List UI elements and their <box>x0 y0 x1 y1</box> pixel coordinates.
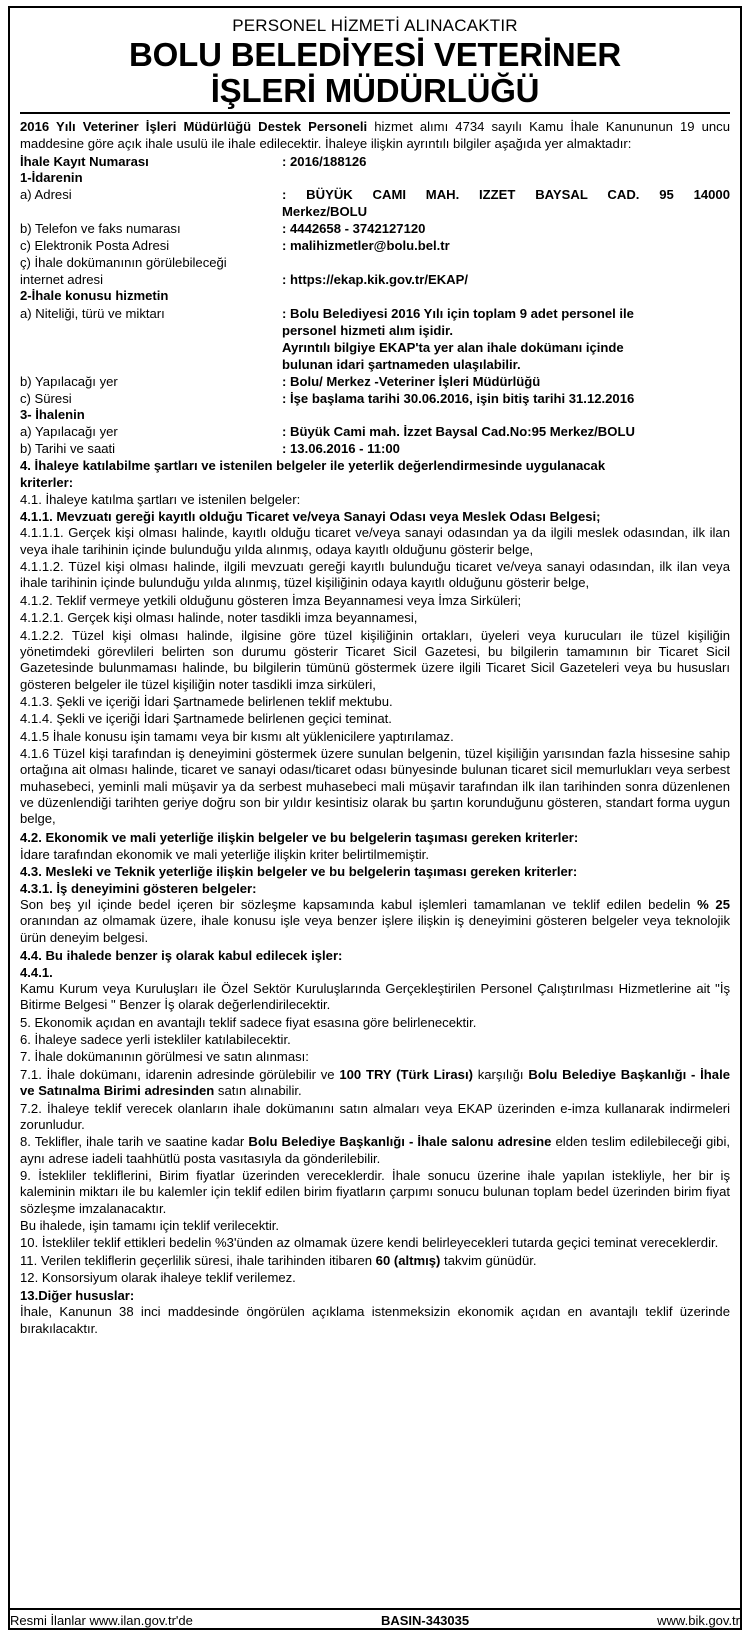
c11-days: 60 (altmış) <box>375 1252 441 1268</box>
clause-7-1 <box>20 1067 730 1100</box>
title-line-2: İŞLERİ MÜDÜRLÜĞÜ <box>210 71 540 109</box>
clause-9: 9. İstekliler tekliflerini, Birim fiyatlar üzerinden vereceklerdir. İhale sonucu üzerine ihale yapılan istekliyle, her bir iş kaleminin miktarı ile bu kalemler için teklif edilen birim fiyatların çarpımı sonucu bulunan toplam bedel üzerinden birim fiyat sözleşme imzalanacaktır. <box>20 1167 730 1216</box>
ihale-tarih-value-text: 13.06.2016 - 11:00 <box>290 441 400 457</box>
clause-9b: Bu ihalede, işin tamamı için teklif verilecektir. <box>20 1218 280 1234</box>
eposta-label: c) Elektronik Posta Adresi <box>20 238 170 254</box>
clause-4-head-1: 4. İhaleye katılabilme şartları ve istenilen belgeler ile yeterlik değerlendirmesinde uygulanacak <box>20 458 606 474</box>
nitelik-label: a) Niteliği, türü ve miktarı <box>20 305 165 321</box>
nitelik-value: : Bolu Belediyesi 2016 Yılı için toplam 9 adet personel ile <box>282 305 634 321</box>
kayit-value-text: 2016/188126 <box>290 153 367 169</box>
clause-13-text: İhale, Kanunun 38 inci maddesinde öngörülen açıklama istenmeksizin ekonomik açıdan en avantajlı teklif üzerinde bırakılacaktır. <box>20 1304 730 1336</box>
intro-bold-lead: 2016 Yılı Veteriner İşleri Müdürlüğü Destek Personeli <box>20 119 368 135</box>
internet-label: ç) İhale dokümanının görülebileceği <box>20 255 227 271</box>
ihale-tarih-label: b) Tarihi ve saati <box>20 441 116 457</box>
c8-address: Bolu Belediye Başkanlığı - İhale salonu adresine <box>248 1134 552 1150</box>
clause-11 <box>20 1253 730 1269</box>
footer-left: Resmi İlanlar www.ilan.gov.tr'de <box>10 1613 193 1628</box>
clause-4-4-1: 4.4.1. <box>20 964 53 980</box>
clause-4-1-2: 4.1.2. Teklif vermeye yetkili olduğunu gösteren İmza Beyannamesi veya İmza Sirküleri; <box>20 592 522 608</box>
internet-value-text: https://ekap.kik.gov.tr/EKAP/ <box>290 272 469 288</box>
field-ihale-yer <box>20 423 730 440</box>
clause-4-1-1 <box>20 508 730 525</box>
clause-4-4-head: 4.4. Bu ihalede benzer iş olarak kabul edilecek işler: <box>20 947 343 963</box>
clause-4-4-1-text: Kamu Kurum veya Kuruluşları ile Özel Sektör Kuruluşlarında Gerçekleştirilen Personel Çalıştırılması Hizmetlerine ait "İş Bitirme Belgesi " Benzer İş olarak değerlendirilecektir. <box>20 980 730 1013</box>
c11-post: takvim günüdür. <box>440 1252 537 1268</box>
ihale-yer-value-text: Büyük Cami mah. İzzet Baysal Cad.No:95 Merkez/BOLU <box>290 424 635 440</box>
section-idarenin: 1-İdarenin <box>20 169 83 185</box>
clause-4-2-text: İdare tarafından ekonomik ve mali yeterliğe ilişkin kriter belirtilmemiştir. <box>20 846 429 862</box>
nitelik-value-line4: bulunan idari şartnameden ulaşılabilir. <box>282 356 521 372</box>
adresi-value: : BÜYÜK CAMI MAH. IZZET BAYSAL CAD. 95 14000 <box>282 187 730 203</box>
clause-4-1-1-2: 4.1.1.2. Tüzel kişi olması halinde, ilgili mevzuatı gereği kayıtlı bulunduğu ticaret ve/veya sanayi odasından, ilk ilan veya ihale tarihinin içinde bulunduğu yılda alınmış, tüzel kişiliğinin odaya kayıtlı olduğunu gösterir belge, <box>20 559 730 591</box>
footer-press-code: BASIN-343035 <box>380 1613 470 1628</box>
field-suresi <box>20 390 730 407</box>
clause-6: 6. İhaleye sadece yerli istekliler katılabilecektir. <box>20 1032 291 1048</box>
field-yapilacagi-yer-hizmet <box>20 373 730 390</box>
c71-pre: 7.1. İhale dokümanı, idarenin adresinde görülebilir ve <box>20 1066 340 1082</box>
suresi-value: : İşe başlama tarihi 30.06.2016, işin bitiş tarihi 31.12.2016 <box>282 390 635 406</box>
clause-7-2: 7.2. İhaleye teklif verecek olanların ihale dokümanını satın almaları veya EKAP üzerinden e-imza kullanarak indirmeleri zorunludur. <box>20 1100 730 1132</box>
clause-12: 12. Konsorsiyum olarak ihaleye teklif verilemez. <box>20 1270 296 1286</box>
internet-value: : https://ekap.kik.gov.tr/EKAP/ <box>282 272 469 288</box>
clause-4-head-2: kriterler: <box>20 475 74 491</box>
nitelik-value-line2: personel hizmeti alım işidir. <box>282 322 453 338</box>
ihale-tarih-value: : 13.06.2016 - 11:00 <box>282 441 400 457</box>
field-telefon <box>20 220 730 237</box>
header-divider <box>20 112 730 114</box>
title-line-1: BOLU BELEDİYESİ VETERİNER <box>129 36 621 73</box>
internet-value-empty <box>282 254 730 271</box>
clause-13-head: 13.Diğer hususlar: <box>20 1288 135 1304</box>
c431-percent: % 25 <box>697 896 730 912</box>
kayit-label: İhale Kayıt Numarası <box>20 153 149 169</box>
internet-label-2: internet adresi <box>20 272 103 288</box>
telefon-value: : 4442658 - 3742127120 <box>282 221 426 237</box>
intro-rest: hizmet alımı 4734 sayılı Kamu İhale Kanununun 19 uncu maddesine göre açık ihale usulü ile ihale edilecektir. İhaleye ilişkin ayrıntılı bilgiler aşağıda yer almaktadır: <box>20 119 730 151</box>
adresi-label: a) Adresi <box>20 187 72 203</box>
kayit-value: : 2016/188126 <box>282 153 367 169</box>
c11-pre: 11. Verilen tekliflerin geçerlilik süresi, ihale tarihinden itibaren <box>20 1252 376 1268</box>
clause-4-2-head: 4.2. Ekonomik ve mali yeterliğe ilişkin belgeler ve bu belgelerin taşıması gereken kriterler: <box>20 829 579 845</box>
ad-frame <box>8 6 742 1630</box>
clause-4-1-2-1: 4.1.2.1. Gerçek kişi olması halinde, noter tasdikli imza beyannamesi, <box>20 610 418 626</box>
field-eposta <box>20 237 730 254</box>
footer-spacer <box>20 1338 730 1368</box>
clause-4-1-6: 4.1.6 Tüzel kişi tarafından iş deneyimini göstermek üzere sunulan belgenin, tüzel kişiliğin yarısından fazla hissesine sahip ortağına ait olması halinde, ticaret ve sanayi odası/ticaret odası bünyesinde bulunan ticaret sicil memurlukları veya serbest muhasebeci, yeminli mali müşavir ya da serbest muhasebeci mali müşavir tarafından ilk ilan tarihinden sonra düzenlenen ve düzenlendiği tarihten geriye doğru son bir yıldır kesintisiz olarak bu şartın korunduğunu gösteren, standart forma uygun belge, <box>20 746 730 827</box>
c431-t1: Son beş yıl içinde bedel içeren bir sözleşme kapsamında kabul işlemleri tamamlanan ve teklif edilen <box>20 896 642 912</box>
yapilacagi-label: b) Yapılacağı yer <box>20 373 118 389</box>
ihale-yer-value: : Büyük Cami mah. İzzet Baysal Cad.No:95 Merkez/BOLU <box>282 424 635 440</box>
c71-price: 100 TRY (Türk Lirası) <box>339 1066 473 1082</box>
intro-paragraph <box>20 119 730 152</box>
ad-body <box>20 119 730 1368</box>
c71-mid: karşılığı <box>472 1066 529 1082</box>
nitelik-value-line3: Ayrıntılı bilgiye EKAP'ta yer alan ihale dokümanı içinde <box>282 339 624 355</box>
telefon-label: b) Telefon ve faks numarası <box>20 221 181 237</box>
field-adresi <box>20 186 730 203</box>
clause-4-1-5: 4.1.5 İhale konusu işin tamamı veya bir kısmı alt yüklenicilere yaptırılamaz. <box>20 728 454 744</box>
clause-4-1-2-2: 4.1.2.2. Tüzel kişi olması halinde, ilgisine göre tüzel kişiliğinin ortakları, üyeleri veya kurucuları ile tüzel kişiliğin yönetimdeki görevlileri belirten son durumu gösterir Ticaret Sicil Gazetesi, bu bilgilerin tamamının bir Ticaret Sicil Gazetesinde bulunmaması halinde, bu bilgilerin tümünü göstermek üzere ilgili Ticaret Sicil Gazeteleri veya bu hususları gösteren belgeler ile tüzel kişiliğin noter tasdikli imza sirküleri, <box>20 627 730 692</box>
clause-4-1-4: 4.1.4. Şekli ve içeriği İdari Şartnamede belirlenen geçici teminat. <box>20 711 392 727</box>
suresi-value-text: İşe başlama tarihi 30.06.2016, işin bitiş tarihi 31.12.2016 <box>290 390 635 406</box>
clause-4-3-1-head: 4.3.1. İş deneyimini gösteren belgeler: <box>20 880 257 896</box>
c8-post: elden teslim edilebileceği gibi, aynı adrese iadeli taahhütlü posta vasıtasıyla da gönderilebilir. <box>20 1134 731 1166</box>
yapilacagi-value-text: Bolu/ Merkez -Veteriner İşleri Müdürlüğü <box>290 373 541 389</box>
clause-4-3-1-text <box>20 897 730 946</box>
nitelik-value-text: Bolu Belediyesi 2016 Yılı için toplam 9 adet personel ile <box>290 305 634 321</box>
adresi-value-text: BÜYÜK CAMI MAH. IZZET BAYSAL CAD. 95 14000 <box>306 187 730 203</box>
clause-4-1: 4.1. İhaleye katılma şartları ve istenilen belgeler: <box>20 492 301 508</box>
yapilacagi-value: : Bolu/ Merkez -Veteriner İşleri Müdürlüğü <box>282 373 541 389</box>
field-kayit-numarasi <box>20 153 730 170</box>
adresi-value-line2: Merkez/BOLU <box>282 204 368 220</box>
clause-4-1-1-text: 4.1.1. Mevzuatı gereği kayıtlı olduğu Ticaret ve/veya Sanayi Odası veya Meslek Odası Belgesi; <box>20 509 601 525</box>
c431-t2-post: oranından az olmamak üzere, ihale konusu işle veya benzer işlere ilişkin iş deneyimini gösteren belgeler veya teknolojik ürün deneyim belgesi. <box>20 913 730 945</box>
clause-4-1-3: 4.1.3. Şekli ve içeriği İdari Şartnamede belirlenen teklif mektubu. <box>20 693 393 709</box>
c431-t2-pre: bedelin <box>648 896 698 912</box>
field-nitelik <box>20 305 730 322</box>
c71-post: satın alınabilir. <box>214 1083 302 1099</box>
section-ihalenin: 3- İhalenin <box>20 406 85 422</box>
page-title <box>20 37 730 108</box>
section-ihale-konusu: 2-İhale konusu hizmetin <box>20 288 169 304</box>
ihale-yer-label: a) Yapılacağı yer <box>20 424 118 440</box>
clause-7: 7. İhale dokümanının görülmesi ve satın alınması: <box>20 1049 309 1065</box>
field-internet-label <box>20 254 730 271</box>
c71-address: Bolu Belediye Başkanlığı - İhale ve Satınalma Birimi adresinden <box>20 1066 730 1099</box>
clause-4-3-head: 4.3. Mesleki ve Teknik yeterliğe ilişkin belgeler ve bu belgelerin taşıması gereken kriterler: <box>20 863 578 879</box>
field-ihale-tarih <box>20 440 730 457</box>
clause-4-1-1-1: 4.1.1.1. Gerçek kişi olması halinde, kayıtlı olduğu ticaret ve/veya sanayi odasından ya da ilgili meslek odasından, ilk ilan veya ihale tarihinin içinde bulunduğu yılda alınmış, odaya kayıtlı olduğunu gösterir belge, <box>20 525 730 557</box>
footer-right: www.bik.gov.tr <box>657 1613 740 1628</box>
clause-8 <box>20 1134 730 1167</box>
eposta-value: : malihizmetler@bolu.bel.tr <box>282 238 450 254</box>
c8-pre: 8. Teklifler, ihale tarih ve saatine kadar <box>20 1134 249 1150</box>
page-footer <box>10 1608 740 1628</box>
field-internet <box>20 271 730 288</box>
clause-10: 10. İstekliler teklif ettikleri bedelin %3'ünden az olmamak üzere kendi belirleyecekleri tutarda geçici teminat vereceklerdir. <box>20 1235 719 1251</box>
telefon-value-text: 4442658 - 3742127120 <box>290 221 426 237</box>
clause-5: 5. Ekonomik açıdan en avantajlı teklif sadece fiyat esasına göre belirlenecektir. <box>20 1014 477 1030</box>
kicker-text: PERSONEL HİZMETİ ALINACAKTIR <box>232 16 518 35</box>
eposta-value-text: malihizmetler@bolu.bel.tr <box>290 238 450 254</box>
suresi-label: c) Süresi <box>20 390 72 406</box>
